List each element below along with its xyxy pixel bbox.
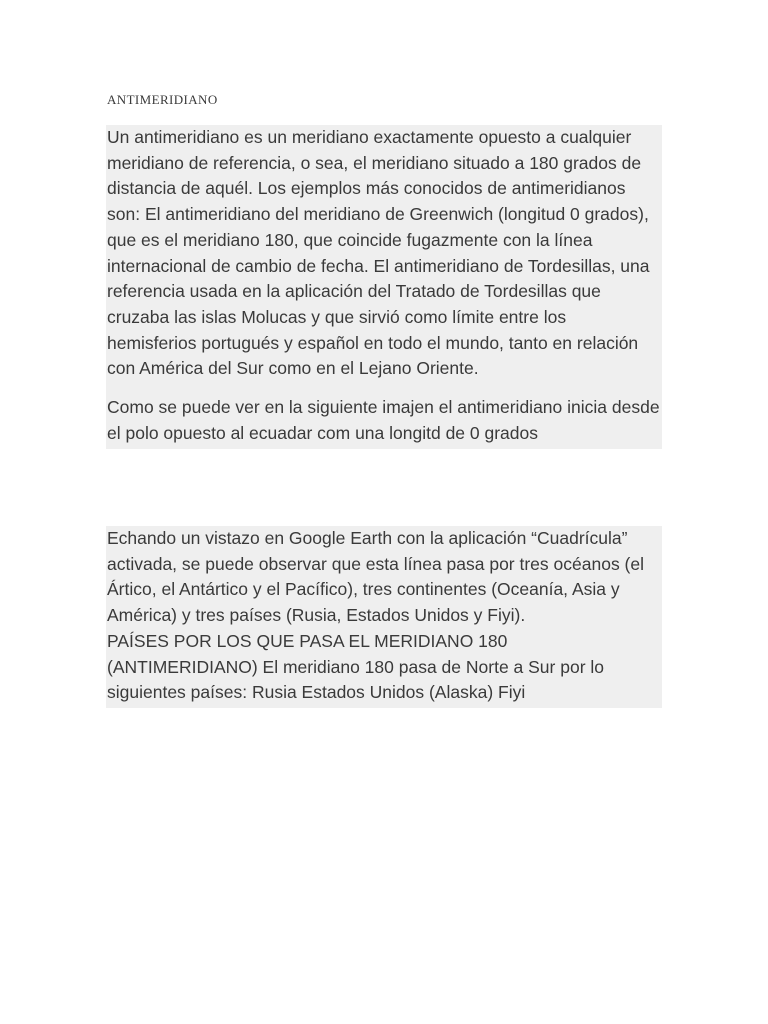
text-block-google-earth — [106, 526, 662, 708]
text-block-definition — [106, 125, 662, 449]
paragraph-image-note: Como se puede ver en la siguiente imajen el antimeridiano inicia desde el polo opuesto al ecuadar com una longitd de 0 grados — [107, 397, 660, 443]
paragraph-countries: Echando un vistazo en Google Earth con la aplicación “Cuadrícula” activada, se puede observar que esta línea pasa por tres océanos (el Ártico, el Antártico y el Pacífico), tres continentes (Oceanía, Asia y América) y tres países (Rusia, Estados Unidos y Fiyi). PAÍSES POR LOS QUE PASA EL MERIDIANO 180 (ANTIMERIDIANO) El meridiano 180 pasa de Norte a Sur por lo siguientes países: Rusia Estados Unidos (Alaska) Fiyi — [107, 528, 645, 703]
paragraph-definition: Un antimeridiano es un meridiano exactamente opuesto a cualquier meridiano de referencia, o sea, el meridiano situado a 180 grados de distancia de aquél. Los ejemplos más conocidos de antimeridianos son: El antimeridiano del meridiano de Greenwich (longitud 0 grados), que es el meridiano 180, que coincide fugazmente con la línea internacional de cambio de fecha. El antimeridiano de Tordesillas, una referencia usada en la aplicación del Tratado de Tordesillas que cruzaba las islas Molucas y que sirvió como límite entre los hemisferios portugués y español en todo el mundo, tanto en relación con América del Sur como en el Lejano Oriente. — [107, 127, 650, 379]
document-heading: ANTIMERIDIANO — [107, 92, 218, 107]
